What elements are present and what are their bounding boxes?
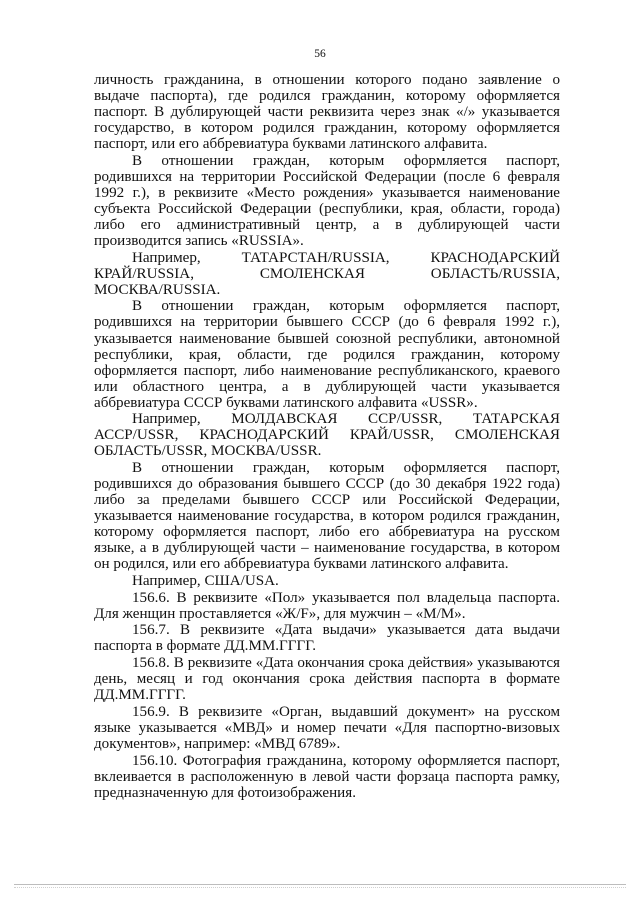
paragraph-russia-birthplace: В отношении граждан, которым оформляется паспорт, родившихся на территории Российской Федерации (после 6 февраля 1992 г.), в реквизите «Место рождения» указывается наименование субъекта Российской Федерации (республики, края, области, города) либо его административный центр, а в дублирующей части производится запись «RUSSIA». (94, 152, 560, 250)
paragraph-156-8: 156.8. В реквизите «Дата окончания срока действия» указываются день, месяц и год окончания срока действия паспорта в формате ДД.ММ.ГГГГ. (94, 655, 560, 704)
paragraph-156-9: 156.9. В реквизите «Орган, выдавший документ» на русском языке указывается «МВД» и номер печати «Для паспортно-визовых документов», например: «МВД 6789». (94, 703, 560, 752)
paragraph-example-usa: Например, США/USA. (132, 573, 279, 590)
scan-bottom-rule-dotted (14, 887, 626, 888)
paragraph-156-6: 156.6. В реквизите «Пол» указывается пол владельца паспорта. Для женщин проставляется «Ж/F», для мужчин – «М/М». (94, 589, 560, 622)
paragraph-ussr-birthplace: В отношении граждан, которым оформляется паспорт, родившихся на территории бывшего СССР (до 6 февраля 1992 г.), указывается наименование бывшей союзной республики, автономной республики, края, области, где родился гражданин, которому оформляется паспорт, либо наименование республиканского, краевого или областного центра, а в дублирующей части указывается аббревиатура СССР буквами латинского алфавита «USSR». (94, 298, 560, 411)
paragraph-continuation: личность гражданина, в отношении которого подано заявление о выдаче паспорта), где родился гражданин, которому оформляется паспорт. В дублирующей части реквизита через знак «/» указывается государство, в котором родился гражданин, которому оформляется паспорт, или его аббревиатура буквами латинского алфавита. (94, 72, 560, 153)
page-number: 56 (314, 48, 326, 60)
paragraph-156-7: 156.7. В реквизите «Дата выдачи» указывается дата выдачи паспорта в формате ДД.ММ.ГГГГ. (94, 622, 560, 655)
paragraph-example-ussr: Например, МОЛДАВСКАЯ ССР/USSR, ТАТАРСКАЯ АССР/USSR, КРАСНОДАРСКИЙ КРАЙ/USSR, СМОЛЕНСКАЯ ОБЛАСТЬ/USSR, МОСКВА/USSR. (94, 411, 560, 460)
document-body (94, 72, 560, 801)
scan-bottom-rule (14, 884, 626, 885)
paragraph-156-10: 156.10. Фотография гражданина, которому оформляется паспорт, вклеивается в расположенную в левой части форзаца паспорта рамку, предназначенную для фотоизображения. (94, 752, 560, 801)
paragraph-example-russia: Например, ТАТАРСТАН/RUSSIA, КРАСНОДАРСКИЙ КРАЙ/RUSSIA, СМОЛЕНСКАЯ ОБЛАСТЬ/RUSSIA, МОСКВА/RUSSIA. (94, 249, 560, 298)
paragraph-foreign-birthplace: В отношении граждан, которым оформляется паспорт, родившихся до образования бывшего СССР (до 30 декабря 1922 года) либо за пределами бывшего СССР или Российской Федерации, указывается наименование государства, в котором родился гражданин, которому оформляется паспорт, либо его аббревиатура на русском языке, а в дублирующей части – наименование государства, в котором он родился, или его аббревиатура буквами латинского алфавита. (94, 460, 560, 573)
